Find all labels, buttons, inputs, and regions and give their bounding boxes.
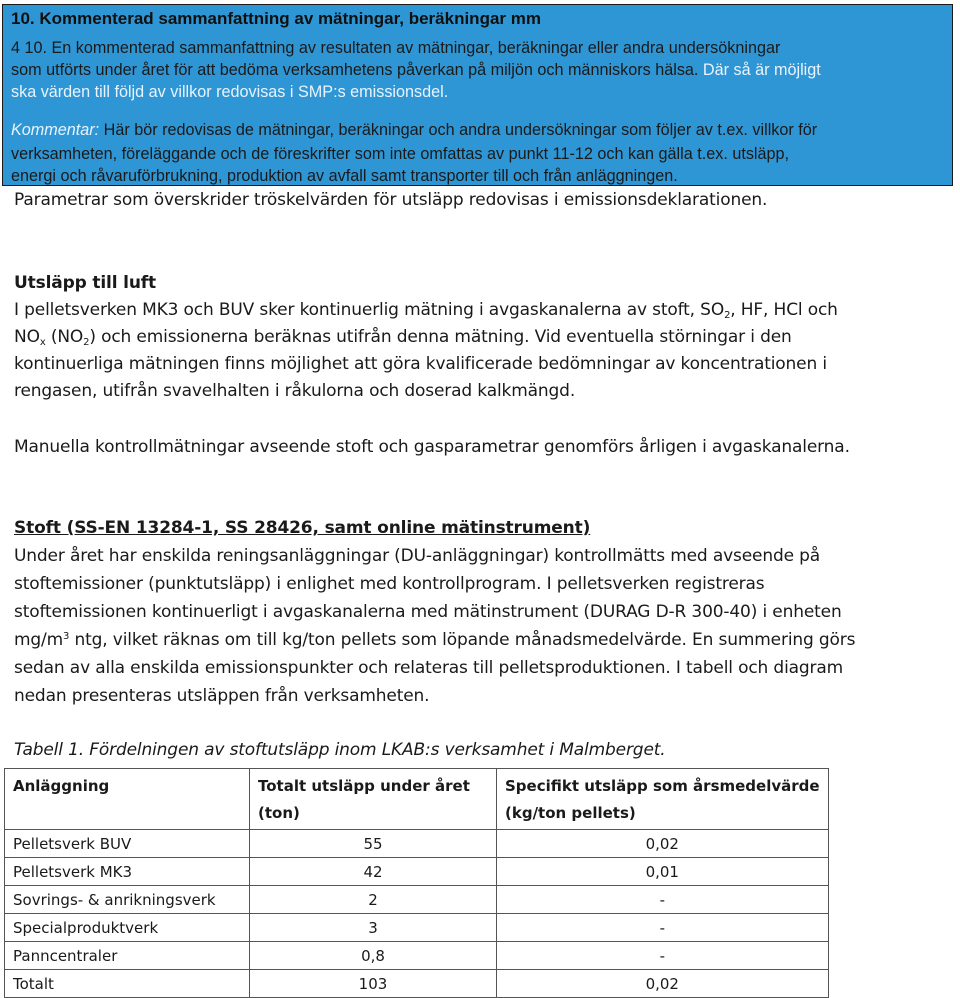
table-header-cell	[250, 769, 497, 830]
section-heading: 10. Kommenterad sammanfattning av mätningar, beräkningar mm	[11, 9, 541, 28]
comment-line-3: energi och råvaruförbrukning, produktion av avfall samt transporter till och från anläggningen.	[11, 167, 678, 185]
table-cell: Pelletsverk BUV	[5, 830, 250, 858]
table-cell: 0,02	[497, 970, 829, 998]
banner-text-line-3: ska värden till följd av villkor redovisas i SMP:s emissionsdel.	[11, 83, 449, 101]
air-text: I pelletsverken MK3 och BUV sker kontinuerlig mätning i avgaskanalerna av stoft, SO	[14, 300, 725, 320]
table-header-cell	[497, 769, 829, 830]
table-cell: Specialproduktverk	[5, 914, 250, 942]
air-paragraph-line-2	[14, 327, 792, 348]
comment-line-1-text: Här bör redovisas de mätningar, beräkningar och andra undersökningar som följer av t.ex. villkor för	[99, 121, 818, 139]
table-cell: 0,8	[250, 942, 497, 970]
table-cell: Panncentraler	[5, 942, 250, 970]
table-row	[5, 942, 829, 970]
dust-text: mg/m	[14, 630, 64, 650]
air-text: (NO	[45, 327, 84, 347]
dust-paragraph-line-3: stoftemissionen kontinuerligt i avgaskanalerna med mätinstrument (DURAG D-R 300-40) i enheten	[14, 602, 842, 622]
header-text: (kg/ton pellets)	[505, 804, 636, 822]
dust-emissions-table	[4, 768, 829, 998]
subscript: x	[39, 337, 46, 348]
table-cell: 0,01	[497, 858, 829, 886]
header-text: Totalt utsläpp under året	[258, 777, 470, 795]
table-header-cell	[5, 769, 250, 830]
table-row	[5, 830, 829, 858]
dust-paragraph-line-6: nedan presenteras utsläppen från verksamheten.	[14, 686, 430, 706]
table-cell: 103	[250, 970, 497, 998]
instruction-banner	[2, 4, 953, 186]
intro-paragraph: Parametrar som överskrider tröskelvärden för utsläpp redovisas i emissionsdeklarationen.	[14, 190, 768, 210]
banner-text-line-2	[11, 61, 821, 80]
subscript: 2	[83, 337, 90, 348]
table-cell: Totalt	[5, 970, 250, 998]
banner-text-line-2-b: Där så är möjligt	[698, 61, 821, 79]
subscript: 2	[724, 310, 731, 321]
air-text: , HF, HCl och	[730, 300, 838, 320]
air-text: NO	[14, 327, 40, 347]
table-cell: 0,02	[497, 830, 829, 858]
dust-heading: Stoft (SS-EN 13284-1, SS 28426, samt online mätinstrument)	[14, 518, 591, 538]
air-text: ) och emissionerna beräknas utifrån denna mätning. Vid eventuella störningar i den	[89, 327, 792, 347]
banner-text-line-2-a: som utförts under året för att bedöma verksamhetens påverkan på miljön och människors hälsa.	[11, 61, 699, 79]
table-cell: 42	[250, 858, 497, 886]
table-cell: 3	[250, 914, 497, 942]
dust-paragraph-line-5: sedan av alla enskilda emissionspunkter och relateras till pelletsproduktionen. I tabell och diagram	[14, 658, 844, 678]
table-cell: Sovrings- & anrikningsverk	[5, 886, 250, 914]
header-text: (ton)	[258, 804, 300, 822]
table-row	[5, 914, 829, 942]
table-cell: -	[497, 914, 829, 942]
table-cell: -	[497, 886, 829, 914]
banner-text-line-1: 4 10. En kommenterad sammanfattning av resultaten av mätningar, beräkningar eller andra undersökningar	[11, 39, 781, 57]
dust-paragraph-line-2: stoftemissioner (punktutsläpp) i enlighet med kontrollprogram. I pelletsverken registreras	[14, 574, 765, 594]
air-paragraph-line-1	[14, 300, 838, 321]
table-cell: 2	[250, 886, 497, 914]
header-text: Anläggning	[13, 777, 110, 795]
table-caption: Tabell 1. Fördelningen av stoftutsläpp inom LKAB:s verksamhet i Malmberget.	[14, 740, 666, 760]
table-row	[5, 970, 829, 998]
air-paragraph-line-3: kontinuerliga mätningen finns möjlighet att göra kvalificerade bedömningar av koncentrationen i	[14, 354, 827, 374]
table-row	[5, 858, 829, 886]
table-cell: Pelletsverk MK3	[5, 858, 250, 886]
air-paragraph-line-4: rengasen, utifrån svavelhalten i råkulorna och doserad kalkmängd.	[14, 381, 576, 401]
superscript: 3	[63, 631, 70, 642]
table-row	[5, 886, 829, 914]
comment-label: Kommentar:	[11, 121, 100, 139]
comment-line-1	[11, 121, 817, 140]
table-cell: -	[497, 942, 829, 970]
dust-paragraph-line-4	[14, 630, 855, 650]
table-header-row	[5, 769, 829, 830]
manual-measurements-paragraph: Manuella kontrollmätningar avseende stoft och gasparametrar genomförs årligen i avgaskanalerna.	[14, 437, 850, 457]
header-text: Specifikt utsläpp som årsmedelvärde	[505, 777, 820, 795]
comment-line-2: verksamheten, föreläggande och de föreskrifter som inte omfattas av punkt 11-12 och kan gälla t.ex. utsläpp,	[11, 145, 790, 163]
dust-text: ntg, vilket räknas om till kg/ton pellets som löpande månadsmedelvärde. En summering görs	[69, 630, 856, 650]
dust-paragraph-line-1: Under året har enskilda reningsanläggningar (DU-anläggningar) kontrollmätts med avseende på	[14, 546, 821, 566]
air-emissions-heading: Utsläpp till luft	[14, 273, 157, 293]
table-cell: 55	[250, 830, 497, 858]
